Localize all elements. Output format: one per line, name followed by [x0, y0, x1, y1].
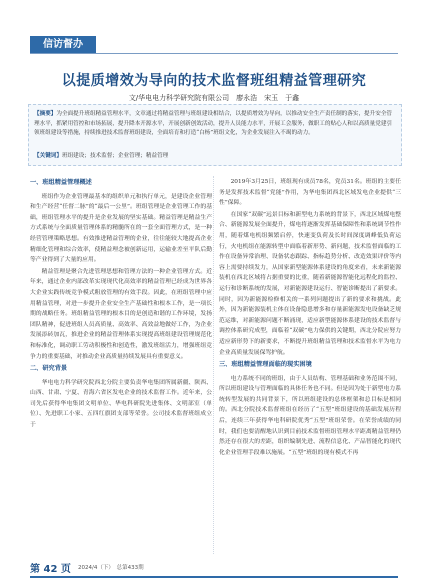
- paragraph: 华电电力科学研究院西北分院主要负责华电集团所属新疆、陕西、山西、甘肃、宁夏、青海六省区发电企业的技术监督工作。近年来，公司先后获得华电集团文明单位、华电科研院先进集体、文明部室（单位）、先进职工小家、五四红旗团支部等荣誉。公司技术监督班组成立于: [30, 379, 212, 429]
- abstract: [34, 110, 394, 139]
- keywords-body: 班组建设；技术监督；企业管理；精益管理: [61, 153, 169, 159]
- paragraph: 2019年3月25日，班组现有成员78名，党员31名。班组的主要任务是发挥技术监督“党能”作用，为华电集团西北区域发电企业提供“三性”保障。: [219, 179, 401, 207]
- paragraph: 精益管理是聚合先进管理思想和管理方法的一种企业管理方式。近年来，通过企业内部改革实现现代化高效率的精益管理已经成为世界各大企业实践传统竞争模式粗放管理的有效手段。因此，在班组管理中应用精益管理，对进一步提升企业安全生产基础性和根本工作，是一项长期的战略任务。班组精益管理的根本目的是创造和谐的工作环境，发扬团队精神，促进班组人员高质量、高效率、高效益地做好工作，为企业发展添砖加瓦，推进企业的精益管理体系实现提高班组建设管理规范化和标准化，调动职工劳动积极性和创造性，激发班组活力，增强班组竞争力的重要基础，对推动企业高质量持续发展具有重要意义。: [30, 268, 212, 360]
- paragraph: 电力系统不同的班组，由于人员结构、管理基础和业务范围不同，所以班组建设与管理面临的具体任务也不同。但是因为处于新型电力系统转型发展的共同背景下，所以班组建设的总体框架和总目标是相同的。西北分院技术监督班组在经历了“五型”班组建设的基础发展历程后，连续三年获得华电科研院优秀“五型”班组荣誉。在荣誉成绩的同时，我们也要清醒地认识到目前技术监督班组管理水平距离精益管理仍然还存在很大的差距，组织编制先进、流程信息化、产品智能化的现代化企业管理手段难以施展。“五型”班组的现有模式不再: [219, 375, 401, 456]
- top-rule: [30, 53, 398, 54]
- article-authors: 文/华电电力科学研究院有限公司 廖永浩 宋玉 于鑫: [128, 94, 300, 102]
- keywords: [34, 152, 394, 161]
- section-heading-overview: 一、班组精益管理概述: [30, 179, 92, 186]
- page-number: 第 42 页: [30, 564, 71, 575]
- section-tag: 信访督办: [30, 36, 96, 54]
- column-divider: [213, 176, 214, 554]
- abstract-body: 为全面提升班组精益管理水平，文章通过将精益管理与班组建设相结合，以提质增效为导向，以推动安全生产责任制的落实，提升安全管理水平，抓紧用管控和市场拓展，提升降本开源水平，开展创新创效活动，提升人员能力水平，开展工会服务，做职工的贴心人和以高质量党建引领班组建设等措施，持续推进技术监督班组建设，全面培育和打造“白杨”班组文化，为企业发展注入不竭的动力。: [34, 111, 393, 137]
- footer-bar: [30, 576, 398, 578]
- issue-info: 2024/4（下） 总第433期: [78, 565, 144, 571]
- section-heading-background: 二、研究背景: [30, 365, 68, 373]
- left-column: [30, 176, 212, 432]
- article-title: 以提质增效为导向的技术监督班组精益管理研究: [61, 73, 367, 89]
- section-heading-challenges: 三、班组精益管理面临的现实困境: [219, 361, 312, 369]
- paragraph: 班组作为企业管理最基本的组织单元和执行单元，是建设企业管理和生产经营“任督二脉”的“最后一公里”。班组管理是企业管理工作的基础，班组管理水平的提升是企业发展的坚实基础。精益管理是精益生产方式系统与全面质量管理体系的精髓所在的一套全面管理方式，是一种经营管理策略思想。有效推进精益管理的企业，往往能较大地提高企业精细化管理和综合效率，使精益理念被创新运用，运输业差至平队后勤等产业得到了大量的应用。: [30, 193, 212, 264]
- paragraph: 在国家“双碳”远景目标和新型电力系统的背景下，西北区域煤电整合、新能源发展全面提升，煤电将逐渐发挥基础保障性和系统调节性作用，随着煤电机组频繁启停，快速变负荷及长时间深度调峰低负荷运行，火电机组在能源转型中面临着新形势、新问题，技术监督面临的工作在设备异常治理、设备状态跟踪、指标趋势分析、改造效果评价等内容上需要持续发力，从国家新型能源体系建设的角度来看，未来新能源装机在西北区域将占据重要的比重，随着新能源智能化远程化的监控、运行和诊断系统的发展，对新能源建设运行、智能诊断提出了新要求。同时，因为新能源检修相关的一系列问题提出了新的要求和挑战。此外，因为新能源装机主体在设备隐患增多和存量新能源发电设备缺乏规范运维，对新能源问题不断涌现，适应新型能源体系建设的技术监督与调控体系研究成型，面临着“双碳”电力保供的关键期，西北分院应努力适应新形势下的新要求，不断提升班组精益管理和技术监督水平为电力企业高质量发展保驾护航。: [219, 211, 401, 356]
- page-footer: [30, 560, 398, 574]
- right-column: [219, 177, 401, 459]
- keywords-label: 【关键词】: [34, 153, 62, 159]
- abstract-label: 【摘要】: [34, 111, 57, 117]
